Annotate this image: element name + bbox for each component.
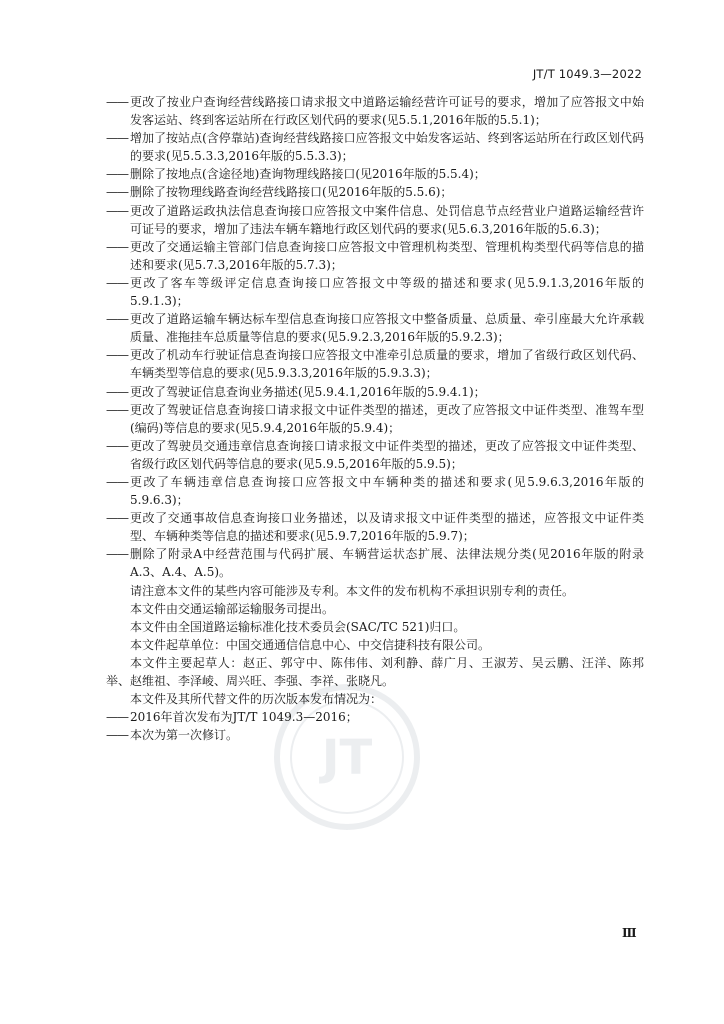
managed-by: 本文件由全国道路运输标准化技术委员会(SAC/TC 521)归口。: [130, 619, 466, 634]
change-item-text: 删除了附录A中经营范围与代码扩展、车辆营运状态扩展、法律法规分类(见2016年版的附录A.3、A.4、A.5)。: [130, 547, 644, 580]
change-item: [106, 238, 644, 274]
change-item: [106, 310, 644, 346]
change-item: [106, 509, 644, 545]
list-dash: ——: [106, 275, 128, 290]
list-dash: ——: [106, 203, 128, 218]
history-item-text: 本次为第一次修订。: [130, 728, 239, 743]
change-item: [106, 129, 644, 165]
change-list: [106, 93, 644, 582]
change-item-text: 更改了道路运输车辆达标车型信息查询接口应答报文中整备质量、总质量、牵引座最大允许承载质量、准拖挂车总质量等信息的要求(见5.9.2.3,2016年版的5.9.2.3)；: [130, 312, 644, 345]
change-item: [106, 473, 644, 509]
change-item-text: 更改了机动车行驶证信息查询接口应答报文中准牵引总质量的要求，增加了省级行政区划代码、车辆类型等信息的要求(见5.9.3.3,2016年版的5.9.3.3)；: [130, 348, 644, 381]
change-item: [106, 383, 644, 401]
change-item-text: 删除了按物理线路查询经营线路接口(见2016年版的5.5.6)；: [130, 185, 453, 200]
list-dash: ——: [106, 511, 128, 526]
change-item-text: 更改了交通运输主管部门信息查询接口应答报文中管理机构类型、管理机构类型代码等信息的描述和要求(见5.7.3,2016年版的5.7.3)；: [130, 239, 644, 272]
change-item-text: 更改了驾驶证信息查询业务描述(见5.9.4.1,2016年版的5.9.4.1)；: [130, 384, 486, 399]
proposed-by: 本文件由交通运输部运输服务司提出。: [130, 601, 335, 616]
change-item: [106, 202, 644, 238]
change-item-text: 更改了驾驶证信息查询接口请求报文中证件类型的描述，更改了应答报文中证件类型、准驾车型(编码)等信息的要求(见5.9.4,2016年版的5.9.4)；: [130, 402, 644, 435]
list-dash: ——: [106, 402, 128, 417]
list-dash: ——: [106, 384, 128, 399]
change-item-text: 增加了按站点(含停靠站)查询经营线路接口应答报文中始发客运站、终到客运站所在行政区划代码的要求(见5.5.3.3,2016年版的5.5.3.3)；: [130, 131, 644, 164]
list-dash: ——: [106, 312, 128, 327]
list-dash: ——: [106, 185, 128, 200]
change-item-text: 更改了客车等级评定信息查询接口应答报文中等级的描述和要求(见5.9.1.3,2016年版的5.9.1.3)；: [130, 275, 644, 309]
foreword-content: [106, 93, 644, 744]
drafting-units: 本文件起草单位：中国交通通信信息中心、中交信捷科技有限公司。: [130, 637, 491, 652]
change-item-text: 更改了道路运政执法信息查询接口应答报文中案件信息、处罚信息节点经营业户道路运输经营许可证号的要求，增加了违法车辆车籍地行政区划代码的要求(见5.6.3,2016年版的5.6.3)；: [130, 203, 644, 236]
patent-notice: 请注意本文件的某些内容可能涉及专利。本文件的发布机构不承担识别专利的责任。: [130, 583, 575, 598]
list-dash: ——: [106, 474, 128, 489]
list-dash: ——: [106, 348, 128, 363]
change-item: [106, 165, 644, 183]
change-item-text: 更改了按业户查询经营线路接口请求报文中道路运输经营许可证号的要求，增加了应答报文中始发客运站、终到客运站所在行政区划代码的要求(见5.5.1,2016年版的5.5.1)；: [130, 95, 644, 128]
change-item: [106, 545, 644, 581]
list-dash: ——: [106, 547, 128, 562]
list-dash: ——: [106, 239, 128, 254]
list-dash: ——: [106, 167, 128, 182]
list-dash: ——: [106, 710, 128, 725]
history-item: [106, 726, 644, 744]
history-item-text: 2016年首次发布为JT/T 1049.3—2016；: [130, 710, 358, 725]
change-item: [106, 401, 644, 437]
document-id-header: JT/T 1049.3—2022: [532, 67, 642, 81]
page-number: Ⅲ: [622, 926, 637, 940]
list-dash: ——: [106, 728, 128, 743]
list-dash: ——: [106, 438, 128, 453]
drafters: 本文件主要起草人：赵正、郭守中、陈伟伟、刘利静、薛广月、王淑芳、吴云鹏、汪洋、陈邦举、赵维祖、李泽崚、周兴旺、李强、李祥、张晓凡。: [106, 655, 644, 688]
watermark-text: JT: [321, 730, 373, 786]
change-item: [106, 274, 644, 310]
change-item: [106, 183, 644, 201]
change-item-text: 更改了交通事故信息查询接口业务描述，以及请求报文中证件类型的描述，应答报文中证件类型、车辆种类等信息的描述和要求(见5.9.7,2016年版的5.9.7)；: [130, 511, 644, 544]
list-dash: ——: [106, 131, 128, 146]
change-item-text: 删除了按地点(含途径地)查询物理线路接口(见2016年版的5.5.4)；: [130, 167, 486, 182]
list-dash: ——: [106, 95, 128, 109]
history-item: [106, 708, 644, 726]
change-item-text: 更改了驾驶员交通违章信息查询接口请求报文中证件类型的描述，更改了应答报文中证件类型、省级行政区划代码等信息的要求(见5.9.5,2016年版的5.9.5)；: [130, 438, 644, 471]
change-item-text: 更改了车辆违章信息查询接口应答报文中车辆种类的描述和要求(见5.9.6.3,2016年版的5.9.6.3)；: [130, 474, 644, 508]
change-item: [106, 346, 644, 382]
history-intro: 本文件及其所代替文件的历次版本发布情况为：: [130, 692, 383, 707]
history-list: [106, 708, 644, 744]
change-item: [106, 437, 644, 473]
change-item: [106, 93, 644, 129]
